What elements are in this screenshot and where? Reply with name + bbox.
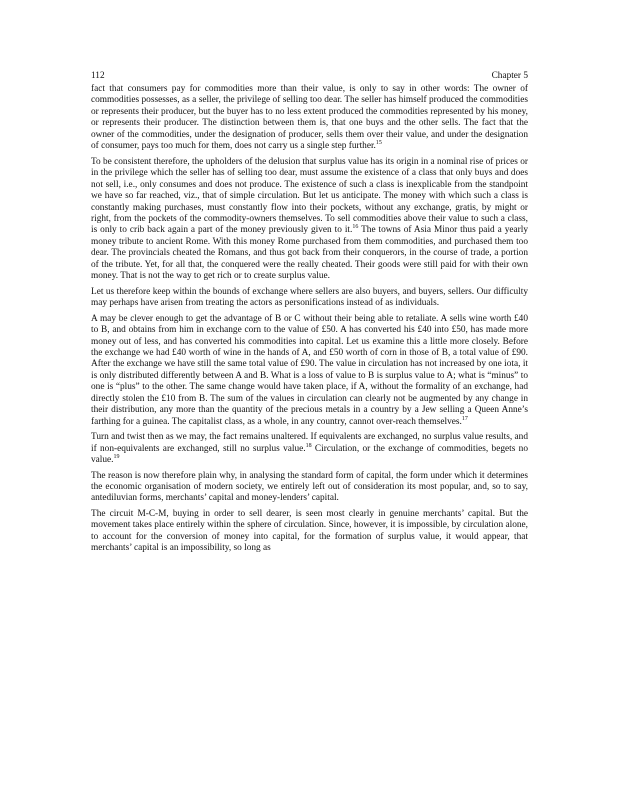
footnote-ref-18: 18 [305,442,312,449]
paragraph-3: Let us therefore keep within the bounds of exchange where sellers are also buyers, and buyers, sellers. Our difficulty may perhaps have arisen from treating the actors as personifications instead of as individuals. [91,286,528,309]
paragraph-7: The circuit M-C-M, buying in order to sell dearer, is seen most clearly in genuine merchants’ capital. But the movement takes place entirely within the sphere of circulation. Since, however, it is impossible, by circulation alone, to account for the conversion of money into capital, for the formation of surplus value, it would appear, that merchants’ capital is an impossibility, so long as [91,508,528,554]
paragraph-1: fact that consumers pay for commodities more than their value, is only to say in other words: The owner of commodities possesses, as a seller, the privilege of selling too dear. The seller has himself produced the commodities or represents their producer, but the buyer has to no less extent produced the commodities represented by his money, or represents their producer. The distinction between them is, that one buys and the other sells. The fact that the owner of the commodities, under the designation of producer, sells them over their value, and under the designation of consumer, pays too much for them, does not carry us a single step further.$^{15}$ [91,84,528,152]
chapter-title: Chapter 5 [491,71,528,81]
running-header [91,71,528,84]
book-page [91,71,528,559]
paragraph-2: To be consistent therefore, the upholders of the delusion that surplus value has its origin in a nominal rise of prices or in the privilege which the seller has of selling too dear, must assume the existence of a class that only buys and does not sell, i.e., only consumes and does not produce. The existence of such a class is inexplicable from the standpoint we have so far reached, viz., that of simple circulation. But let us anticipate. The money with which such a class is constantly making purchases, must constantly flow into their pockets, without any exchange, gratis, by might or right, from the pockets of the commodity-owners themselves. To sell commodities above their value to such a class, is only to crib back again a part of the money previously given to it.$^{16}$ The towns of Asia Minor thus paid a yearly money tribute to ancient Rome. With this money Rome purchased from them commodities, and purchased them too dear. The provincials cheated the Romans, and thus got back from their conquerors, in the course of trade, a portion of the tribute. Yet, for all that, the conquered were the really cheated. Their goods were still paid for with their own money. That is not the way to get rich or to create surplus value. [91,156,528,282]
footnote-ref-15: 15 [375,140,382,147]
footnote-ref-17: 17 [461,415,468,422]
paragraph-6: The reason is now therefore plain why, in analysing the standard form of capital, the form under which it determines the economic organisation of modern society, we entirely left out of consideration its most popular, and, so to say, antediluvian forms, merchants’ capital and money-lenders’ capital. [91,470,528,504]
paragraph-4: A may be clever enough to get the advantage of B or C without their being able to retaliate. A sells wine worth £40 to B, and obtains from him in exchange corn to the value of £50. A has converted his £40 into £50, has made more money out of less, and has converted his commodities into capital. Let us examine this a little more closely. Before the exchange we had £40 worth of wine in the hands of A, and £50 worth of corn in those of B, a total value of £90. After the exchange we have still the same total value of £90. The value in circulation has not increased by one iota, it is only distributed differently between A and B. What is a loss of value to B is surplus value to A; what is “minus” to one is “plus” to the other. The same change would have taken place, if A, without the formality of an exchange, had directly stolen the £10 from B. The sum of the values in circulation can clearly not be augmented by any change in their distribution, any more than the quantity of the precious metals in a country by a Jew selling a Queen Anne’s farthing for a guinea. The capitalist class, as a whole, in any country, cannot over-reach themselves.$^{17}$ [91,313,528,427]
footnote-ref-16: 16 [352,224,359,231]
page-number: 112 [91,71,105,81]
paragraph-5: Turn and twist then as we may, the fact remains unaltered. If equivalents are exchanged, no surplus value results, and if non-equivalents are exchanged, still no surplus value.$^{18}$ Circulation, or the exchange of commodities, begets no value.$^{19}$ [91,432,528,466]
footnote-ref-19: 19 [113,453,120,460]
